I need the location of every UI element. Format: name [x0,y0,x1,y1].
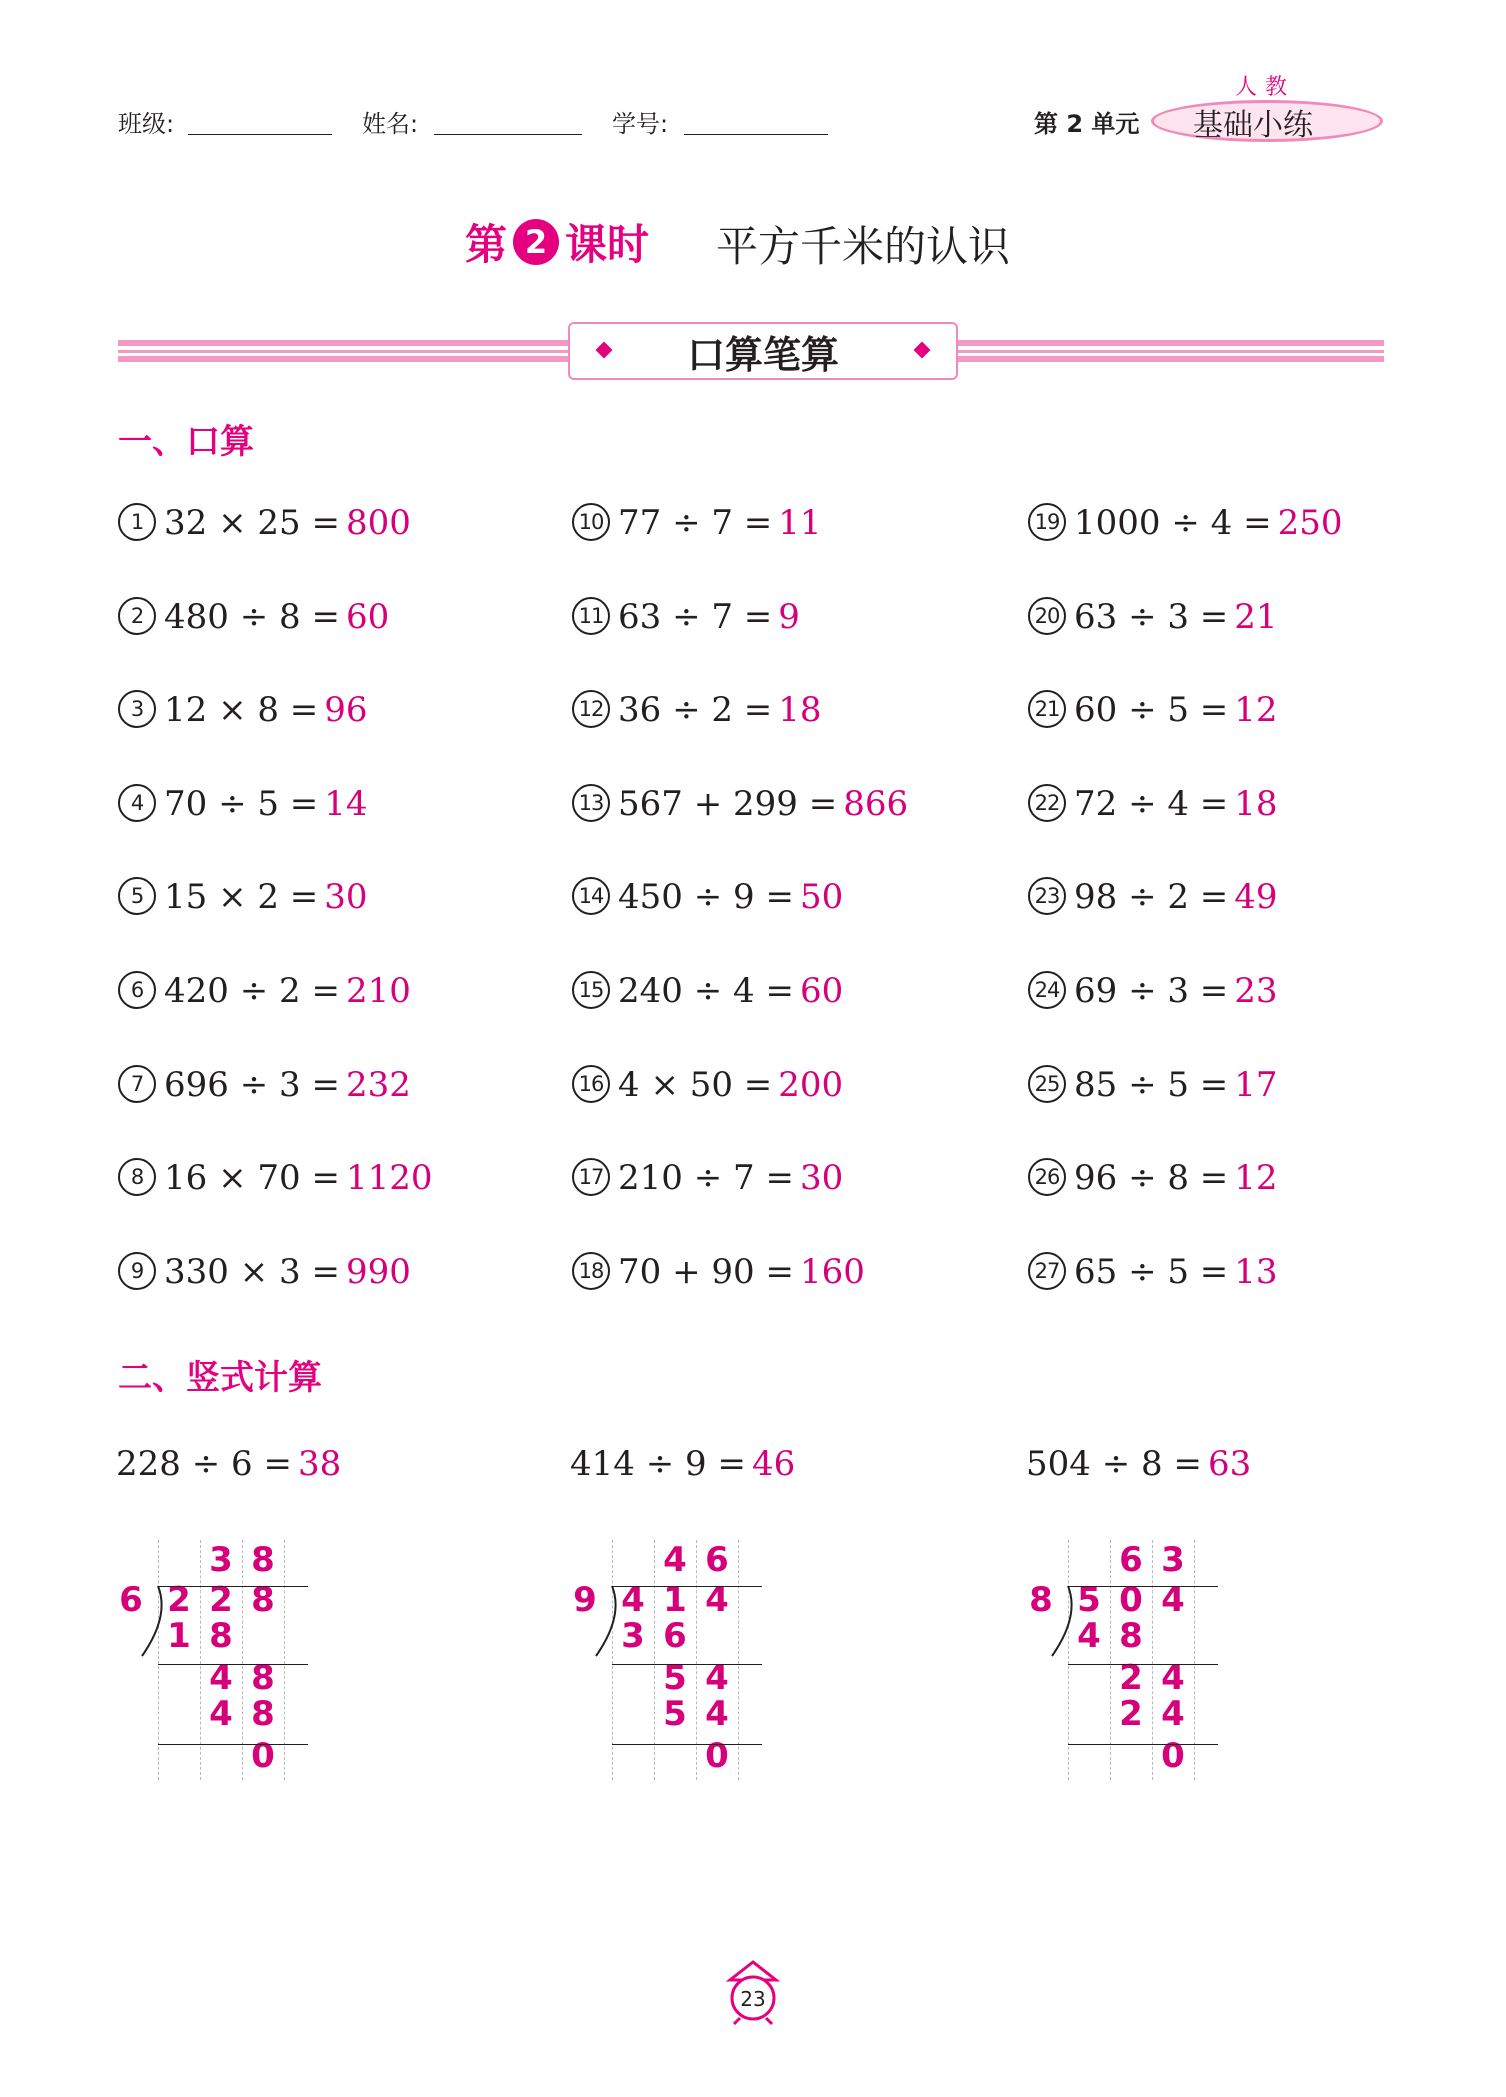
oral-problem [118,1065,411,1106]
problem-number: 5 [118,877,156,915]
problem-answer[interactable]: 250 [1277,503,1343,543]
problem-number: 1 [118,503,156,541]
problem-answer[interactable]: 38 [297,1444,342,1484]
oral-problem [572,1252,865,1293]
problem-expression: 60 ÷ 5 = [1074,690,1229,730]
problem-answer[interactable]: 23 [1234,971,1278,1011]
digit-sub2: 4 [1161,1694,1185,1734]
problem-answer[interactable]: 12 [1234,690,1278,730]
oral-problem [1028,690,1278,731]
digit-quotient: 6 [705,1540,729,1580]
oral-problem [1028,1158,1278,1199]
problem-answer[interactable]: 9 [778,597,800,637]
oral-problem [118,971,411,1012]
problem-answer[interactable]: 49 [1234,877,1278,917]
problem-answer[interactable]: 50 [799,877,844,917]
long-division [116,1540,316,1790]
division-line [612,1664,762,1665]
digit-dividend: 5 [1077,1580,1101,1620]
problem-answer[interactable]: 12 [1234,1158,1278,1198]
name-blank[interactable] [434,134,582,135]
digit-sub1: 3 [621,1616,645,1656]
problem-answer[interactable]: 990 [345,1252,411,1292]
division-bracket [1040,1586,1080,1666]
digit-rem1: 5 [663,1658,687,1698]
vertical-problem-equation [570,1444,795,1484]
class-label: 班级: [118,110,175,138]
division-line [612,1586,762,1587]
division-line [612,1744,762,1745]
problem-answer[interactable]: 18 [1234,784,1278,824]
problem-expression: 32 × 25 = [164,503,340,543]
problem-number: 2 [118,597,156,635]
oral-problem [1028,503,1342,544]
digit-quotient: 6 [1119,1540,1143,1580]
problem-answer[interactable]: 1120 [345,1158,433,1198]
diamond-icon [596,342,613,359]
problem-number: 12 [572,690,610,728]
problem-answer[interactable]: 160 [799,1252,865,1292]
problem-expression: 63 ÷ 3 = [1074,597,1229,637]
brand-main-text: 基础小练 [1193,108,1313,143]
problem-expression: 696 ÷ 3 = [164,1065,340,1105]
division-line [158,1744,308,1745]
digit-dividend: 1 [663,1580,687,1620]
problem-expression: 1000 ÷ 4 = [1074,503,1272,543]
digit-rem1: 4 [1161,1658,1185,1698]
oral-problem [1028,1252,1278,1293]
problem-expression: 210 ÷ 7 = [618,1158,794,1198]
digit-dividend: 4 [1161,1580,1185,1620]
oral-problem [572,784,908,825]
problem-answer[interactable]: 30 [799,1158,844,1198]
problem-expression: 69 ÷ 3 = [1074,971,1229,1011]
problem-expression: 65 ÷ 5 = [1074,1252,1229,1292]
oral-problem [1028,597,1278,638]
oral-problem [118,1252,411,1293]
lesson-label [465,212,649,272]
problem-expression: 240 ÷ 4 = [618,971,794,1011]
oral-problem [572,503,822,544]
problem-number: 18 [572,1252,610,1290]
problem-expression: 450 ÷ 9 = [618,877,794,917]
problem-answer[interactable]: 17 [1234,1065,1278,1105]
vertical-problem-equation [116,1444,341,1484]
oral-problem [1028,971,1278,1012]
problem-expression: 4 × 50 = [618,1065,773,1105]
division-line [1068,1586,1218,1587]
problem-expression: 63 ÷ 7 = [618,597,773,637]
problem-number: 14 [572,877,610,915]
problem-expression: 36 ÷ 2 = [618,690,773,730]
problem-number: 26 [1028,1158,1066,1196]
digit-rem1: 2 [1119,1658,1143,1698]
problem-expression: 420 ÷ 2 = [164,971,340,1011]
oral-problem [572,1065,843,1106]
section-heading-vertical: 二、竖式计算 [118,1358,322,1398]
oral-problem [118,597,389,638]
problem-expression: 16 × 70 = [164,1158,340,1198]
class-blank[interactable] [188,134,332,135]
problem-number: 25 [1028,1065,1066,1103]
problem-answer[interactable]: 96 [324,690,368,730]
digit-sub2: 2 [1119,1694,1143,1734]
digit-quotient: 4 [663,1540,687,1580]
digit-rem1: 8 [251,1658,275,1698]
oral-problem [118,877,368,918]
problem-answer[interactable]: 60 [345,597,390,637]
problem-number: 4 [118,784,156,822]
problem-answer[interactable]: 30 [324,877,368,917]
digit-sub2: 8 [251,1694,275,1734]
problem-answer[interactable]: 866 [843,784,909,824]
problem-answer[interactable]: 13 [1234,1252,1278,1292]
oral-problem [572,877,843,918]
digit-dividend: 2 [167,1580,191,1620]
problem-expression: 98 ÷ 2 = [1074,877,1229,917]
division-bracket [130,1586,170,1666]
digit-rem1: 4 [705,1658,729,1698]
problem-expression: 15 × 2 = [164,877,319,917]
oral-problem [572,1158,843,1199]
problem-number: 20 [1028,597,1066,635]
oral-problem [1028,784,1278,825]
digit-dividend: 2 [209,1580,233,1620]
diamond-icon [914,342,931,359]
oral-problem [572,597,800,638]
problem-expression: 70 + 90 = [618,1252,794,1292]
oral-problem [1028,1065,1278,1106]
problem-number: 11 [572,597,610,635]
division-bracket [584,1586,624,1666]
digit-dividend: 8 [251,1580,275,1620]
digit-sub1: 8 [209,1616,233,1656]
long-division [1026,1540,1226,1790]
problem-number: 27 [1028,1252,1066,1290]
oral-problem [572,971,843,1012]
problem-expression: 330 × 3 = [164,1252,340,1292]
division-line [1068,1744,1218,1745]
digit-sub2: 4 [705,1694,729,1734]
digit-final: 0 [251,1736,275,1776]
unit-label: 第 2 单元 [1034,110,1140,138]
problem-answer[interactable]: 232 [345,1065,411,1105]
problem-number: 21 [1028,690,1066,728]
problem-number: 23 [1028,877,1066,915]
problem-answer[interactable]: 14 [324,784,368,824]
divisor: 8 [1029,1580,1053,1620]
page-title: 平方千米的认识 [716,222,1011,271]
problem-expression: 567 + 299 = [618,784,838,824]
problem-answer[interactable]: 21 [1234,597,1278,637]
digit-sub2: 5 [663,1694,687,1734]
divisor: 9 [573,1580,597,1620]
digit-dividend: 4 [621,1580,645,1620]
division-line [158,1586,308,1587]
digit-dividend: 4 [705,1580,729,1620]
problem-number: 19 [1028,503,1066,541]
problem-number: 22 [1028,784,1066,822]
digit-sub1: 6 [663,1616,687,1656]
page-number: 23 [740,1987,766,2011]
vertical-problem-equation [1026,1444,1251,1484]
digit-final: 0 [705,1736,729,1776]
banner-text: 口算笔算 [686,332,839,377]
problem-answer[interactable]: 11 [778,503,822,543]
oral-problem [118,690,368,731]
problem-number: 7 [118,1065,156,1103]
problem-number: 3 [118,690,156,728]
digit-sub2: 4 [209,1694,233,1734]
problem-number: 10 [572,503,610,541]
problem-answer[interactable]: 210 [345,971,411,1011]
digit-sub1: 4 [1077,1616,1101,1656]
problem-expression: 77 ÷ 7 = [618,503,773,543]
problem-expression: 480 ÷ 8 = [164,597,340,637]
problem-expression: 228 ÷ 6 = [116,1444,292,1484]
problem-expression: 414 ÷ 9 = [570,1444,746,1484]
long-division [570,1540,770,1790]
problem-expression: 72 ÷ 4 = [1074,784,1229,824]
digit-final: 0 [1161,1736,1185,1776]
problem-expression: 96 ÷ 8 = [1074,1158,1229,1198]
problem-number: 6 [118,971,156,1009]
problem-expression: 504 ÷ 8 = [1026,1444,1202,1484]
problem-answer[interactable]: 200 [778,1065,844,1105]
problem-answer[interactable]: 800 [345,503,411,543]
number-label: 学号: [612,110,669,138]
problem-number: 24 [1028,971,1066,1009]
problem-number: 8 [118,1158,156,1196]
digit-sub1: 1 [167,1616,191,1656]
digit-sub1: 8 [1119,1616,1143,1656]
division-line [158,1664,308,1665]
oral-problem [118,503,411,544]
banner [568,322,958,380]
digit-quotient: 8 [251,1540,275,1580]
brand-logo [1145,70,1385,145]
digit-dividend: 0 [1119,1580,1143,1620]
problem-answer[interactable]: 46 [751,1444,796,1484]
problem-expression: 12 × 8 = [164,690,319,730]
oral-problem [118,1158,432,1199]
number-blank[interactable] [684,134,828,135]
oral-problem [118,784,368,825]
division-line [1068,1664,1218,1665]
brand-top-text: 人教 [1235,75,1296,100]
digit-rem1: 4 [209,1658,233,1698]
lesson-number-badge: 2 [513,219,559,265]
problem-answer[interactable]: 63 [1207,1444,1252,1484]
problem-answer[interactable]: 60 [799,971,844,1011]
digit-quotient: 3 [209,1540,233,1580]
digit-quotient: 3 [1161,1540,1185,1580]
problem-expression: 70 ÷ 5 = [164,784,319,824]
problem-expression: 85 ÷ 5 = [1074,1065,1229,1105]
oral-problem [1028,877,1278,918]
problem-number: 16 [572,1065,610,1103]
page-number-badge [726,1960,780,2026]
lesson-suffix: 课时 [565,220,650,269]
problem-number: 9 [118,1252,156,1290]
lesson-prefix: 第 [465,220,508,269]
problem-number: 13 [572,784,610,822]
problem-answer[interactable]: 18 [778,690,822,730]
problem-number: 15 [572,971,610,1009]
divisor: 6 [119,1580,143,1620]
problem-number: 17 [572,1158,610,1196]
oral-problem [572,690,822,731]
section-heading-oral: 一、口算 [118,422,254,462]
name-label: 姓名: [362,110,419,138]
